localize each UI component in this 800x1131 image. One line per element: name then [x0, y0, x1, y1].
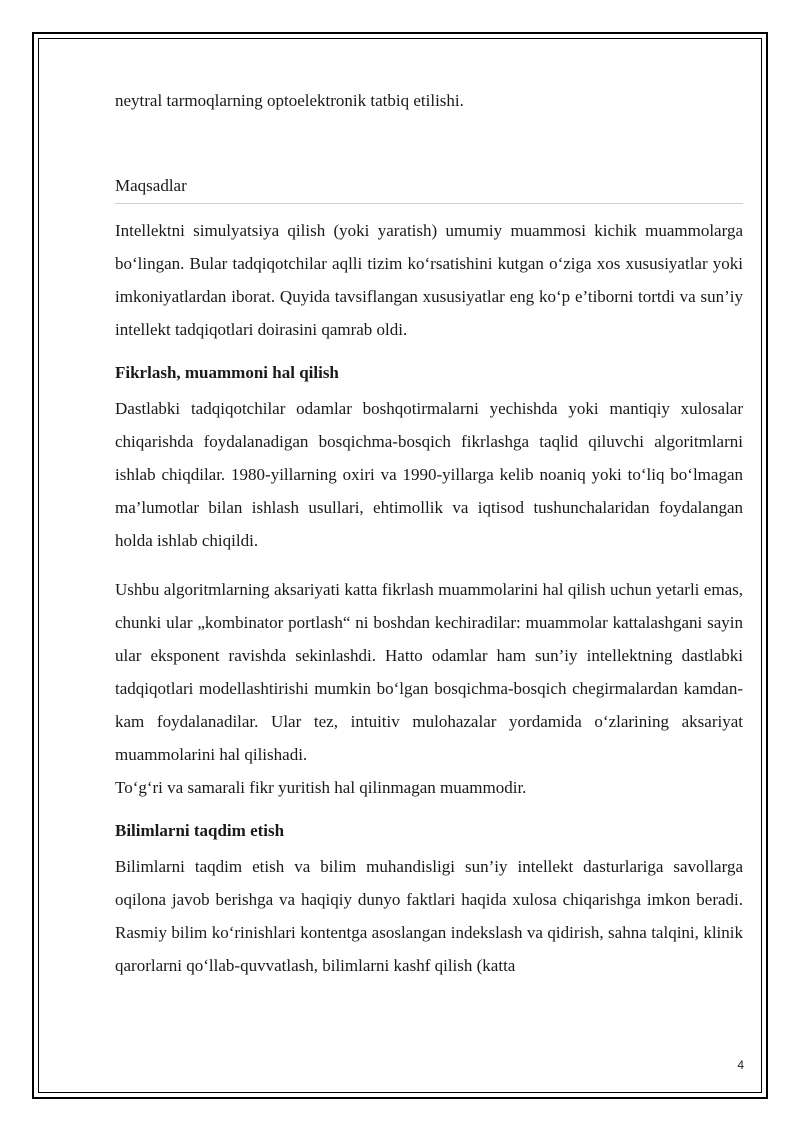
page-number: 4	[737, 1058, 744, 1072]
reasoning-paragraph-2: Ushbu algoritmlarning aksariyati katta fikrlash muammolarini hal qilish uchun yetarli emas, chunki ular „kombinator portlash“ ni boshdan kechiradilar: muammolar kattalashgani sayin ular eksponent ravishda sekinlashdi. Hatto odamlar ham sun’iy intellektning dastlabki tadqiqotlari modellashtirishi mumkin bo‘lgan bosqichma-bosqich chegirmalardan kamdan-kam foydalanadilar. Ular tez, intuitiv mulohazalar yordamida o‘zlarining aksariyat muammolarini hal qilishadi.	[115, 580, 743, 764]
section-paragraph: Intellektni simulyatsiya qilish (yoki yaratish) umumiy muammosi kichik muammolarga bo‘lingan. Bular tadqiqotchilar aqlli tizim ko‘rsatishini kutgan o‘ziga xos xususiyatlar yoki imkoniyatlardan iborat. Quyida tavsiflangan xususiyatlar eng ko‘p e’tiborni tortdi va sun’iy intellekt tadqiqotlari doirasini qamrab oldi.	[115, 221, 743, 339]
intro-line: neytral tarmoqlarning optoelektronik tatbiq etilishi.	[115, 91, 464, 110]
subsection-heading-knowledge: Bilimlarni taqdim etish	[115, 821, 285, 840]
subsection-heading-reasoning: Fikrlash, muammoni hal qilish	[115, 363, 339, 382]
section-title: Maqsadlar	[115, 176, 187, 195]
reasoning-paragraph-3: To‘g‘ri va samarali fikr yuritish hal qilinmagan muammodir.	[115, 778, 527, 797]
reasoning-paragraph-1: Dastlabki tadqiqotchilar odamlar boshqotirmalarni yechishda yoki mantiqiy xulosalar chiqarishda foydalanadigan bosqichma-bosqich fikrlashga taqlid qiluvchi algoritmlarni ishlab chiqdilar. 1980-yillarning oxiri va 1990-yillarga kelib noaniq yoki to‘liq bo‘lmagan ma’lumotlar bilan ishlash usullari, ehtimollik va iqtisod tushunchalaridan foydalangan holda ishlab chiqildi.	[115, 399, 743, 550]
section-divider	[115, 203, 743, 204]
document-body	[115, 84, 743, 982]
knowledge-paragraph-1: Bilimlarni taqdim etish va bilim muhandisligi sun’iy intellekt dasturlariga savollarga oqilona javob berishga va haqiqiy dunyo faktlari haqida xulosa chiqarishga imkon beradi. Rasmiy bilim ko‘rinishlari kontentga asoslangan indekslash va qidirish, sahna talqini, klinik qarorlarni qo‘llab-quvvatlash, bilimlarni kashf qilish (katta	[115, 857, 743, 975]
